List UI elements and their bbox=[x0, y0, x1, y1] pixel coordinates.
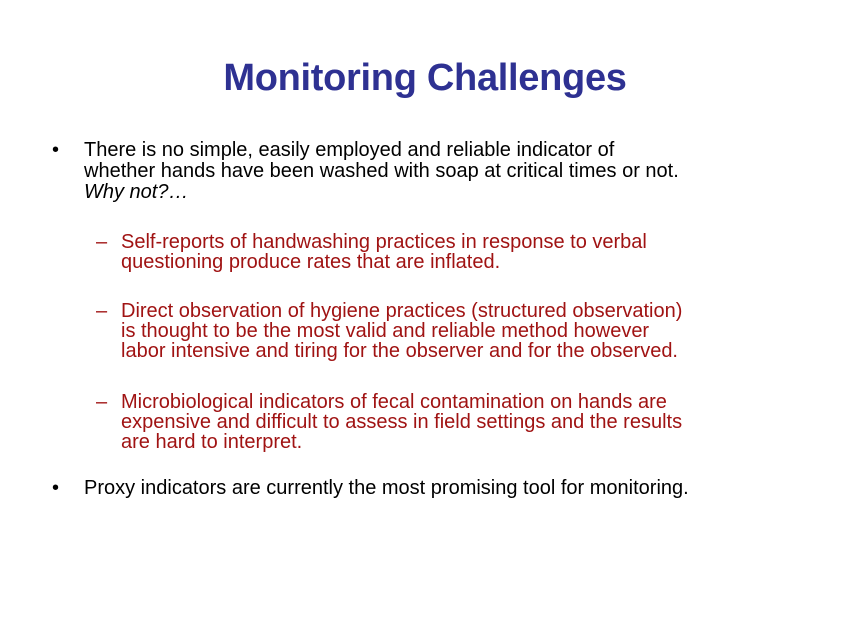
sub-bullet-line: Direct observation of hygiene practices (structured observation) bbox=[121, 300, 683, 322]
sub-bullet-line: are hard to interpret. bbox=[121, 431, 303, 453]
sub-bullet-line: Self-reports of handwashing practices in response to verbal bbox=[121, 231, 647, 253]
sub-bullet-text bbox=[121, 392, 682, 452]
sub-bullet-text bbox=[121, 232, 647, 272]
slide-title: Monitoring Challenges bbox=[223, 57, 627, 99]
sub-bullet-marker: – bbox=[96, 231, 108, 253]
bullet-text bbox=[84, 478, 689, 499]
sub-bullet-marker: – bbox=[96, 300, 108, 322]
sub-bullet-line: questioning produce rates that are inflated. bbox=[121, 251, 501, 273]
bullet-line: Proxy indicators are currently the most promising tool for monitoring. bbox=[84, 477, 689, 499]
sub-bullet-line: is thought to be the most valid and reliable method however bbox=[121, 320, 650, 342]
sub-bullet-marker: – bbox=[96, 391, 108, 413]
sub-bullet-line: labor intensive and tiring for the observer and for the observed. bbox=[121, 340, 678, 362]
sub-bullet-text bbox=[121, 301, 682, 361]
sub-bullet-line: expensive and difficult to assess in field settings and the results bbox=[121, 411, 683, 433]
bullet-line: whether hands have been washed with soap at critical times or not. bbox=[84, 160, 679, 182]
bullet-marker: • bbox=[52, 139, 60, 161]
bullet-text bbox=[84, 140, 679, 203]
sub-bullet-line: Microbiological indicators of fecal contamination on hands are bbox=[121, 391, 667, 413]
bullet-marker: • bbox=[52, 477, 60, 499]
bullet-line-italic: Why not?… bbox=[84, 181, 189, 203]
bullet-line: There is no simple, easily employed and reliable indicator of bbox=[84, 139, 615, 161]
